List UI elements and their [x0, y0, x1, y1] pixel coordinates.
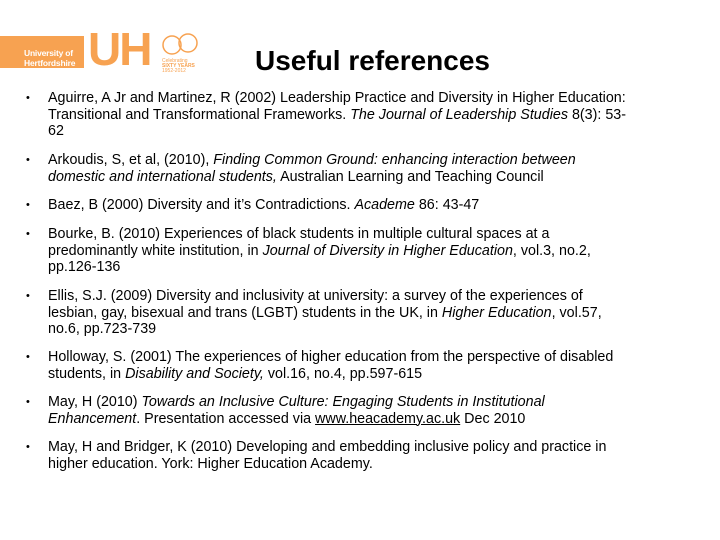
heacademy-link[interactable]: www.heacademy.ac.uk — [315, 410, 461, 427]
bullet: • — [26, 199, 30, 211]
reference-text: Aguirre, A Jr and Martinez, R (2002) Leadership Practice and Diversity in Higher Education: Transitional and Transformational Frameworks. The Journal of Leadership Studies 8(3): 53- 62 — [48, 90, 626, 139]
bullet: • — [26, 351, 30, 363]
reference-text: Baez, B (2000) Diversity and it’s Contradictions. Academe 86: 43-47 — [48, 197, 480, 213]
bullet: • — [26, 92, 30, 104]
bullet: • — [26, 441, 30, 453]
logo-uh-mark: UH — [88, 23, 151, 75]
bullet: • — [26, 290, 30, 302]
page-title: Useful references — [255, 45, 491, 76]
sixty-years-icon — [160, 30, 200, 60]
reference-text: May, H (2010) Towards an Inclusive Culture: Engaging Students in Institutional Enhancement. Presentation accessed via www.heacademy.ac.uk Dec 2010 — [48, 394, 545, 427]
bullet: • — [26, 228, 30, 240]
reference-text: Ellis, S.J. (2009) Diversity and inclusivity at university: a survey of the experiences of lesbian, gay, bisexual and trans (LGBT) students in the UK, in Higher Education, vol.57, no.6, pp.723-739 — [48, 288, 602, 337]
logo-bar — [0, 36, 84, 68]
reference-text: Holloway, S. (2001) The experiences of higher education from the perspective of disabled students, in Disability and Society, vol.16, no.4, pp.597-615 — [48, 349, 614, 382]
reference-text: May, H and Bridger, K (2010) Developing and embedding inclusive policy and practice in higher education. York: Higher Education Academy. — [48, 439, 607, 472]
bullet: • — [26, 154, 30, 166]
logo-university-name: University of Hertfordshire — [24, 48, 76, 68]
bullet: • — [26, 396, 30, 408]
reference-text: Arkoudis, S, et al, (2010), Finding Common Ground: enhancing interaction between domestic and international students, Australian Learning and Teaching Council — [48, 152, 576, 185]
logo-celebration-text: Celebrating SIXTY YEARS 1952-2012 — [162, 58, 195, 74]
university-logo — [0, 23, 215, 75]
reference-text: Bourke, B. (2010) Experiences of black students in multiple cultural spaces at a predominantly white institution, in Journal of Diversity in Higher Education, vol.3, no.2, pp.126-136 — [48, 226, 591, 275]
